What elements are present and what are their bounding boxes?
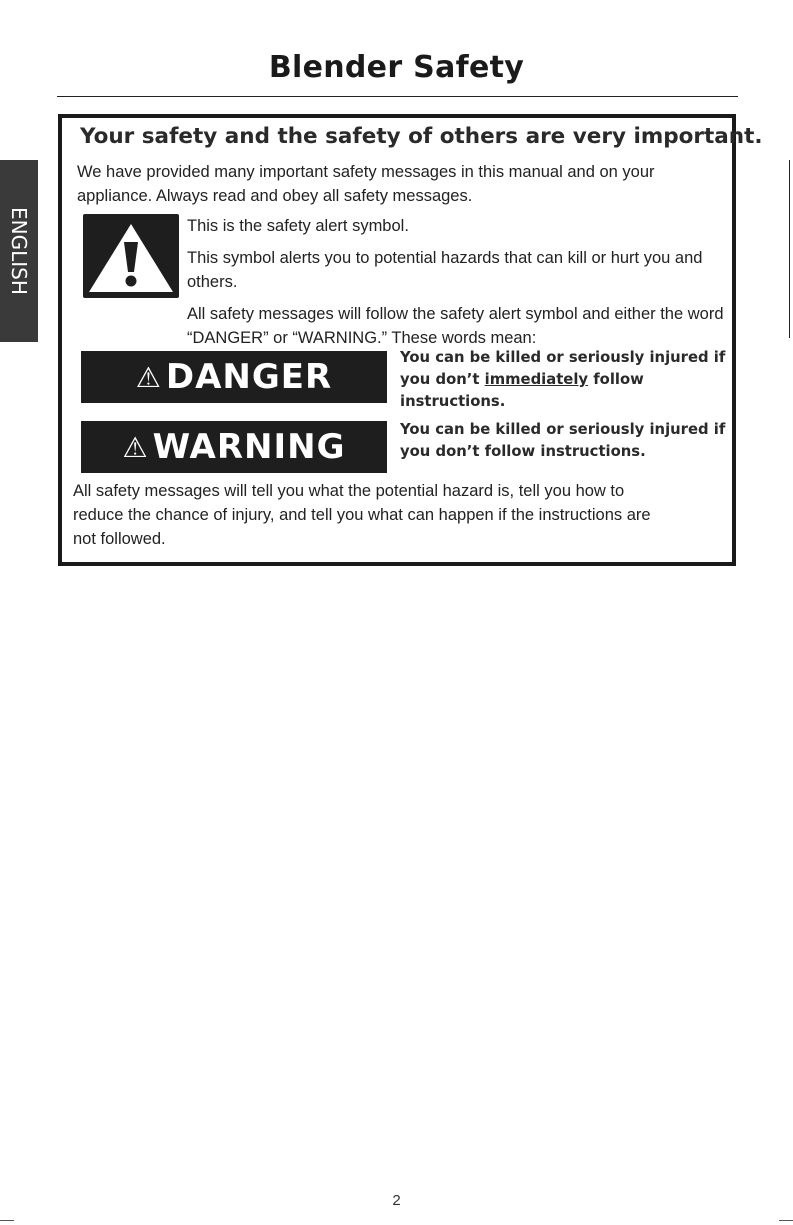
title-rule [57,96,738,97]
page-number: 2 [392,1192,401,1209]
crop-mark [0,1220,14,1221]
intro-paragraph [77,160,717,208]
danger-label: DANGER [165,357,333,397]
warning-label: WARNING [152,427,346,467]
danger-text-part2: follow instructions. [400,371,644,410]
page-title: Blender Safety [268,50,525,85]
danger-description [400,347,730,413]
closing-line: not followed. [73,530,166,548]
safety-box [58,114,763,566]
symbol-line: All safety messages will follow the safety alert symbol and either the word “DANGER” or “WARNING.” These words mean: [187,305,724,347]
danger-text-part1: You can be killed or seriously injured if you don’t [400,349,726,388]
symbol-line: This symbol alerts you to potential hazards that can kill or hurt you and others. [187,249,703,291]
intro-line: appliance. Always read and obey all safety messages. [77,187,473,205]
safety-box-heading: Your safety and the safety of others are very important. [80,124,763,149]
warning-description: You can be killed or seriously injured if you don’t follow instructions. [400,421,726,460]
language-tab [0,160,38,342]
margin-mark [789,160,790,338]
intro-line: We have provided many important safety messages in this manual and on your [77,163,655,181]
alert-triangle-icon: ⚠ [122,430,149,464]
danger-text-emphasis: immediately [484,371,589,388]
closing-line: reduce the chance of injury, and tell you what can happen if the instructions are [73,506,651,524]
danger-signal-word [81,351,387,403]
symbol-explanation [187,214,727,358]
warning-signal-word [81,421,387,473]
closing-line: All safety messages will tell you what the potential hazard is, tell you how to [73,482,625,500]
alert-triangle-icon: ⚠ [135,360,162,394]
safety-alert-triangle-icon [83,214,179,298]
closing-paragraph [73,479,723,551]
crop-mark [779,1220,793,1221]
symbol-line: This is the safety alert symbol. [187,217,409,235]
language-tab-label: ENGLISH [7,207,31,295]
